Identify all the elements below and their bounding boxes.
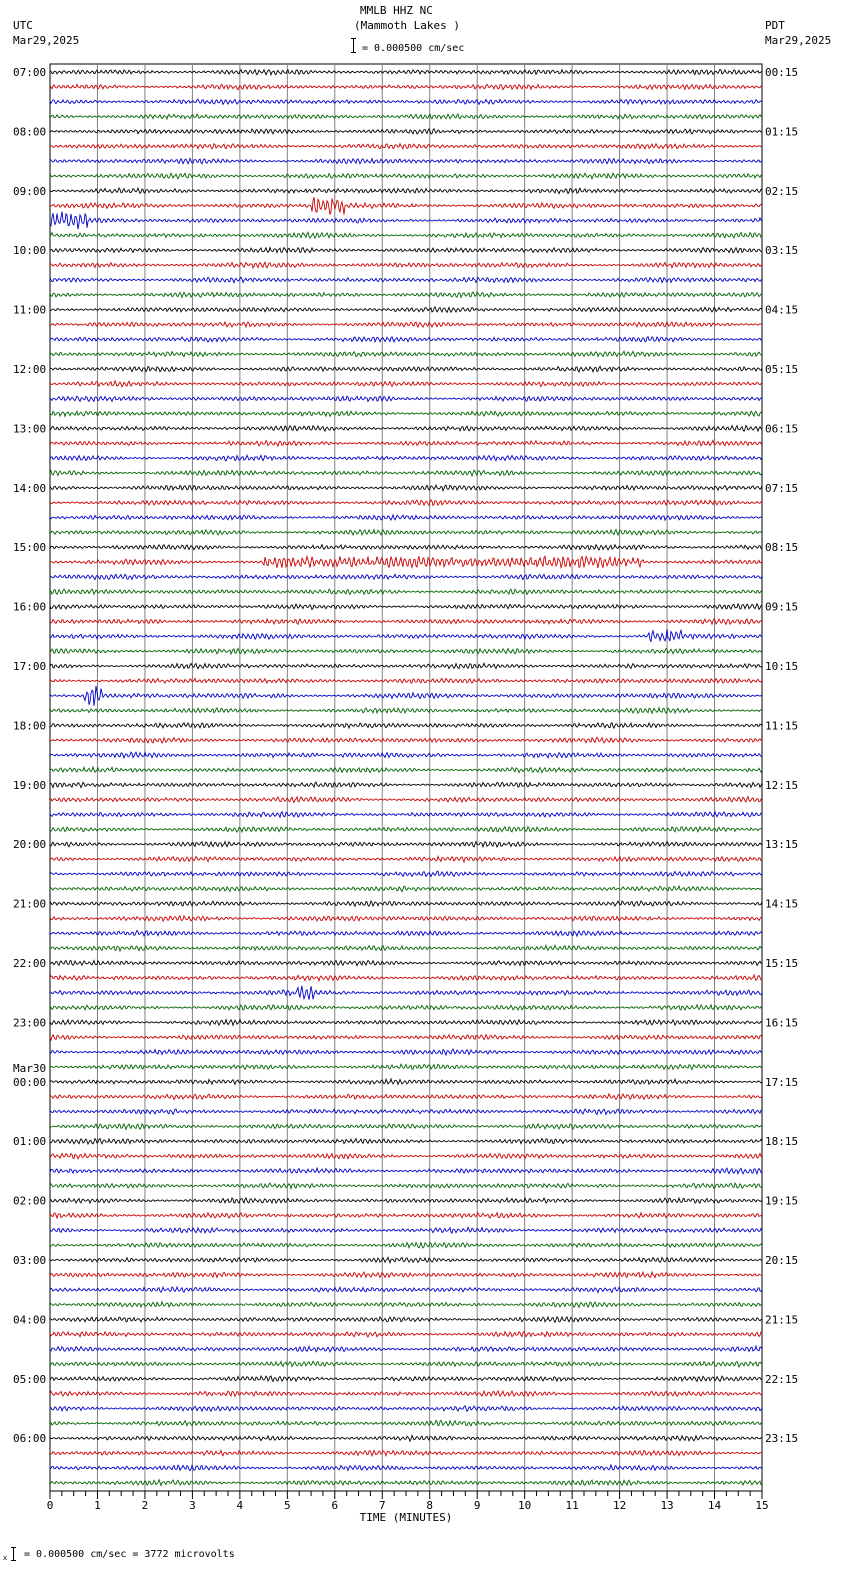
utc-hour-label: 13:00	[13, 422, 47, 436]
pdt-hour-label: 20:15	[765, 1254, 799, 1267]
station-title: MMLB HHZ NC	[360, 4, 433, 17]
trace-line	[50, 470, 762, 476]
trace-line	[50, 1302, 762, 1308]
trace-line	[50, 797, 762, 803]
trace-line	[50, 1361, 762, 1367]
trace-line	[50, 1035, 762, 1040]
pdt-hour-label: 13:15	[765, 838, 799, 852]
trace-line	[50, 916, 762, 921]
trace-line	[50, 648, 762, 654]
scale-label: = 0.000500 cm/sec	[362, 43, 465, 54]
trace-line	[50, 629, 762, 641]
trace-line	[50, 1139, 762, 1145]
trace-line	[50, 381, 762, 387]
x-tick-label: 12	[612, 1499, 627, 1512]
trace-line	[50, 1272, 762, 1277]
trace-line	[50, 1168, 762, 1174]
trace-line	[50, 1198, 762, 1203]
utc-hour-label: 00:00	[13, 1075, 47, 1089]
utc-hour-label: 03:00	[13, 1254, 47, 1267]
trace-line	[50, 1287, 762, 1293]
trace-line	[50, 322, 762, 327]
trace-line	[50, 455, 762, 461]
trace-line	[50, 856, 762, 862]
utc-hour-label: 19:00	[13, 778, 47, 792]
x-tick-label: 8	[426, 1499, 434, 1512]
trace-line	[50, 1183, 762, 1189]
footer-scale-label: = 0.000500 cm/sec = 3772 microvolts	[24, 1549, 235, 1560]
trace-line	[50, 1124, 762, 1130]
trace-line	[50, 411, 762, 416]
trace-line	[50, 1420, 762, 1425]
pdt-hour-label: 00:15	[765, 66, 799, 79]
trace-line	[50, 619, 762, 625]
utc-hour-label: 23:00	[13, 1016, 47, 1030]
x-tick-label: 10	[518, 1499, 532, 1512]
pdt-hour-label: 18:15	[765, 1135, 799, 1149]
utc-hour-label: 02:00	[13, 1194, 47, 1208]
x-axis-label: TIME (MINUTES)	[359, 1511, 453, 1524]
trace-line	[50, 574, 762, 579]
trace-line	[50, 425, 762, 431]
trace-line	[50, 262, 762, 268]
trace-line	[50, 737, 762, 743]
trace-line	[50, 158, 762, 163]
utc-hour-label: 15:00	[13, 541, 47, 555]
location-title: (Mammoth Lakes )	[354, 19, 460, 32]
trace-line	[50, 1094, 762, 1100]
trace-line	[50, 144, 762, 149]
utc-hour-label: 10:00	[13, 244, 47, 258]
x-tick-label: 9	[473, 1499, 481, 1512]
trace-line	[50, 767, 762, 773]
trace-line	[50, 292, 762, 297]
pdt-hour-label: 02:15	[765, 184, 799, 198]
trace-line	[50, 1213, 762, 1218]
pdt-hour-label: 04:15	[765, 303, 799, 317]
x-tick-label: 2	[141, 1499, 149, 1512]
pdt-hour-label: 09:15	[765, 600, 799, 614]
trace-line	[50, 485, 762, 491]
trace-line	[50, 708, 762, 714]
trace-line	[50, 545, 762, 550]
pdt-hour-label: 14:15	[765, 897, 799, 911]
trace-line	[50, 500, 762, 506]
pdt-hour-label: 05:15	[765, 363, 799, 376]
trace-line	[50, 129, 762, 134]
right-timezone: PDT	[765, 19, 785, 32]
x-tick-label: 5	[284, 1499, 291, 1512]
trace-line	[50, 173, 762, 179]
trace-line	[50, 723, 762, 728]
x-tick-label: 11	[565, 1499, 579, 1512]
trace-line	[50, 99, 762, 104]
trace-line	[50, 1346, 762, 1352]
utc-hour-label: 14:00	[13, 481, 47, 495]
trace-line	[50, 1079, 762, 1084]
trace-line	[50, 1406, 762, 1411]
trace-line	[50, 686, 762, 706]
x-tick-label: 6	[331, 1499, 339, 1512]
utc-hour-label: 08:00	[13, 125, 47, 139]
pdt-hour-label: 17:15	[765, 1075, 799, 1089]
trace-line	[50, 604, 762, 610]
trace-line	[50, 307, 762, 312]
trace-line	[50, 886, 762, 892]
trace-line	[50, 1450, 762, 1455]
trace-line	[50, 752, 762, 758]
trace-line	[50, 69, 762, 74]
utc-hour-label: 11:00	[13, 303, 47, 317]
trace-line	[50, 1376, 762, 1381]
trace-line	[50, 556, 762, 568]
pdt-hour-label: 07:15	[765, 481, 799, 495]
trace-line	[50, 212, 762, 230]
trace-line	[50, 960, 762, 965]
pdt-hour-label: 10:15	[765, 660, 799, 673]
trace-line	[50, 1154, 762, 1159]
trace-line	[50, 248, 762, 253]
utc-hour-label: 06:00	[13, 1432, 47, 1446]
x-tick-label: 0	[46, 1499, 54, 1512]
trace-line	[50, 396, 762, 401]
utc-hour-label: 04:00	[13, 1313, 47, 1327]
x-tick-label: 4	[236, 1499, 244, 1512]
pdt-hour-label: 21:15	[765, 1313, 799, 1327]
trace-line	[50, 1109, 762, 1114]
trace-line	[50, 1257, 762, 1262]
trace-line	[50, 1465, 762, 1471]
pdt-hour-label: 01:15	[765, 125, 799, 139]
trace-line	[50, 232, 762, 238]
trace-line	[50, 197, 762, 215]
trace-line	[50, 663, 762, 668]
pdt-hour-label: 23:15	[765, 1432, 799, 1446]
utc-hour-label: 22:00	[13, 957, 47, 970]
utc-hour-label: 05:00	[13, 1372, 47, 1386]
left-date: Mar29,2025	[13, 34, 80, 47]
right-date: Mar29,2025	[765, 34, 832, 47]
trace-line	[50, 114, 762, 119]
utc-hour-label: 20:00	[13, 838, 47, 852]
left-timezone: UTC	[13, 19, 33, 32]
trace-line	[50, 812, 762, 818]
trace-line	[50, 678, 762, 683]
trace-line	[50, 986, 762, 1000]
trace-line	[50, 871, 762, 876]
pdt-hour-label: 03:15	[765, 244, 799, 258]
trace-line	[50, 440, 762, 446]
trace-line	[50, 515, 762, 520]
pdt-hour-label: 06:15	[765, 422, 799, 436]
trace-line	[50, 1064, 762, 1069]
trace-line	[50, 1049, 762, 1055]
x-tick-label: 1	[94, 1499, 101, 1512]
utc-hour-label: 16:00	[13, 600, 47, 614]
trace-line	[50, 530, 762, 535]
trace-line	[50, 930, 762, 936]
x-tick-label: 14	[707, 1499, 722, 1512]
trace-line	[50, 1317, 762, 1322]
trace-line	[50, 1242, 762, 1247]
trace-line	[50, 589, 762, 594]
x-tick-label: 13	[660, 1499, 674, 1512]
utc-hour-label: 17:00	[13, 660, 47, 673]
pdt-hour-label: 22:15	[765, 1372, 799, 1386]
trace-line	[50, 337, 762, 342]
trace-line	[50, 1332, 762, 1337]
footer-scale-bar-icon	[3, 1546, 17, 1560]
trace-line	[50, 188, 762, 194]
trace-line	[50, 351, 762, 357]
date-change-label: Mar30	[13, 1061, 47, 1075]
pdt-hour-label: 19:15	[765, 1194, 799, 1208]
trace-line	[50, 1391, 762, 1397]
trace-line	[50, 782, 762, 788]
trace-line	[50, 1435, 762, 1441]
utc-hour-label: 18:00	[13, 719, 47, 733]
svg-text:x: x	[3, 1554, 8, 1561]
trace-line	[50, 277, 762, 282]
trace-line	[50, 827, 762, 832]
trace-line	[50, 1227, 762, 1233]
pdt-hour-label: 12:15	[765, 778, 799, 792]
utc-hour-label: 01:00	[13, 1135, 47, 1149]
trace-line	[50, 842, 762, 847]
trace-line	[50, 901, 762, 906]
trace-line	[50, 84, 762, 89]
trace-line	[50, 945, 762, 951]
pdt-hour-label: 15:15	[765, 957, 799, 970]
trace-line	[50, 975, 762, 981]
trace-line	[50, 366, 762, 372]
utc-hour-label: 21:00	[13, 897, 47, 911]
utc-hour-label: 12:00	[13, 363, 47, 376]
x-tick-label: 3	[189, 1499, 196, 1512]
pdt-hour-label: 11:15	[765, 719, 799, 733]
pdt-hour-label: 16:15	[765, 1016, 799, 1030]
trace-line	[50, 1020, 762, 1026]
x-tick-label: 15	[755, 1499, 769, 1512]
trace-line	[50, 1005, 762, 1010]
utc-hour-label: 07:00	[13, 66, 47, 79]
pdt-hour-label: 08:15	[765, 541, 799, 555]
x-tick-label: 7	[378, 1499, 386, 1512]
utc-hour-label: 09:00	[13, 184, 47, 198]
trace-line	[50, 1480, 762, 1486]
